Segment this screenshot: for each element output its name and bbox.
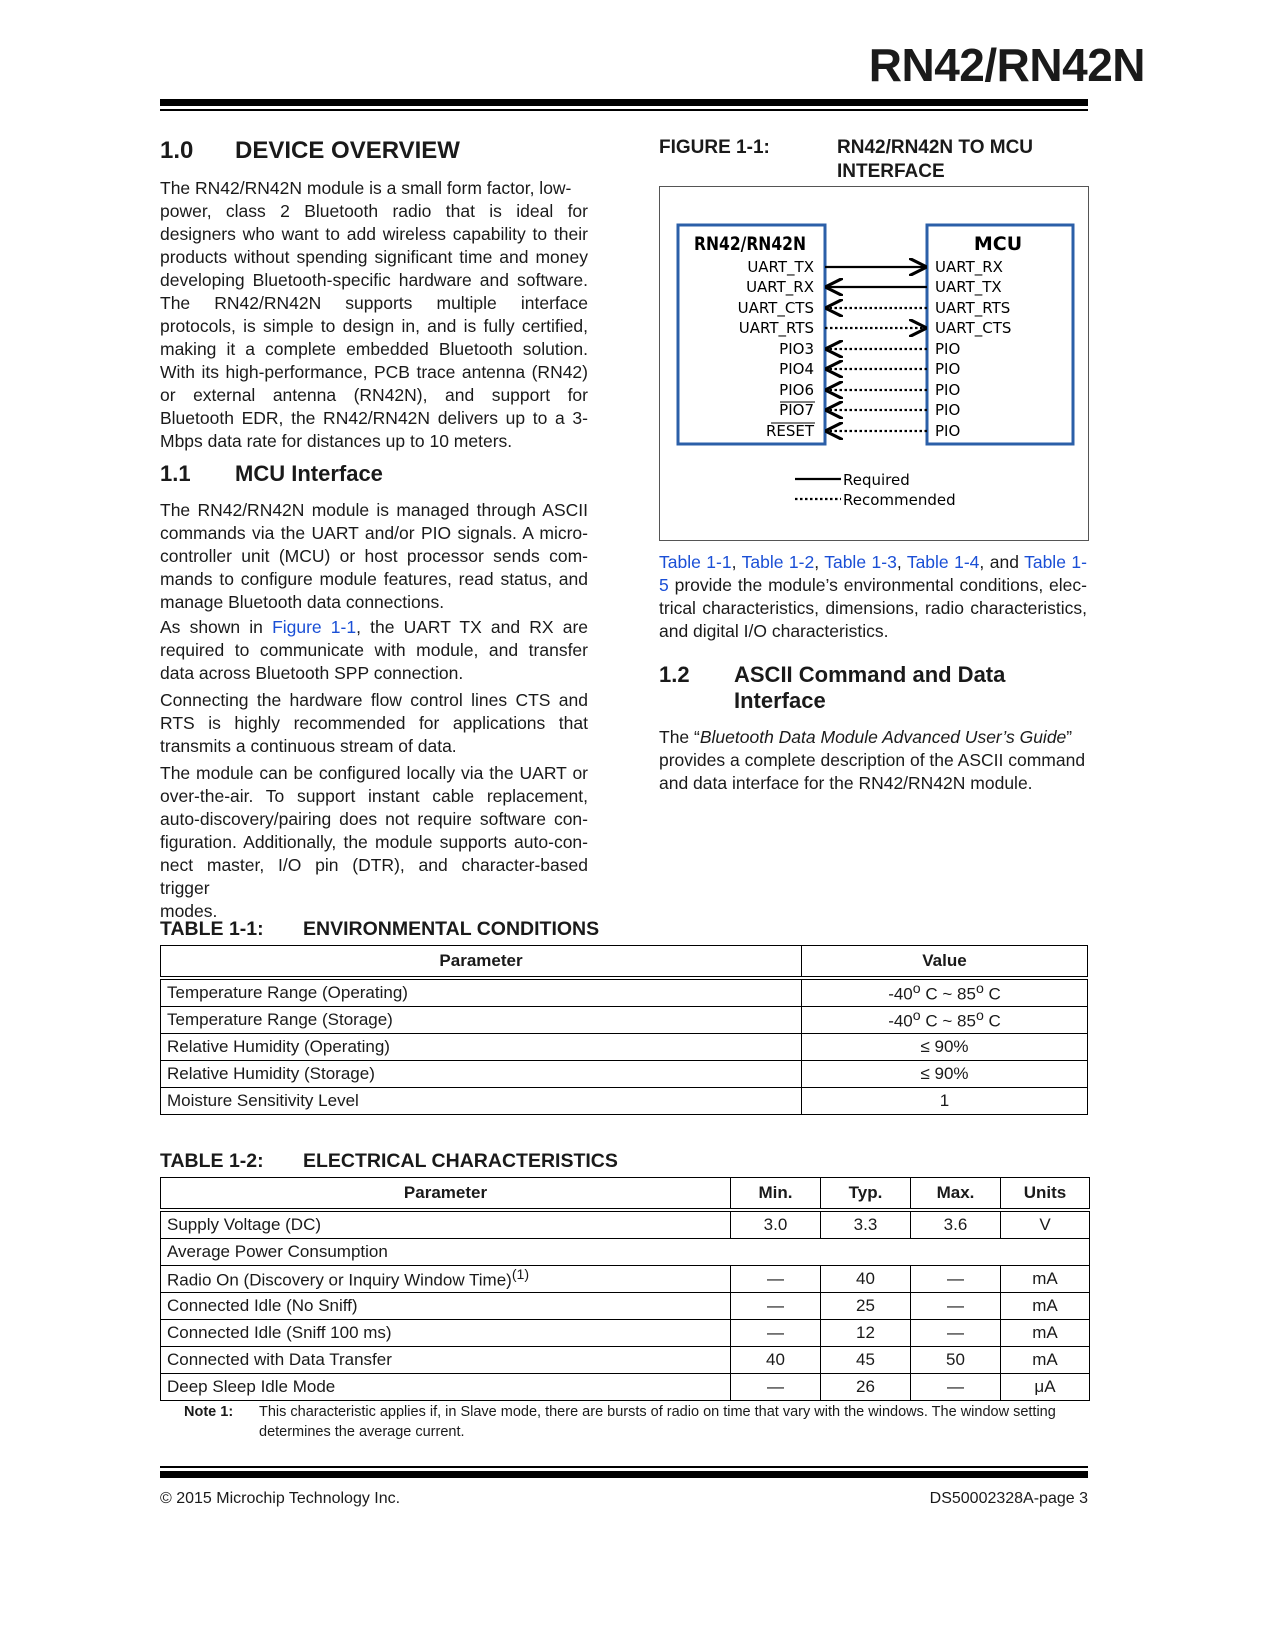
text-line: auto-discovery/pairing does not require software con- <box>160 809 588 829</box>
text-line: and digital I/O characteristics. <box>659 621 889 641</box>
text-line: and data interface for the RN42/RN42N module. <box>659 773 1033 793</box>
pin-label-pio6: PIO6 <box>779 381 814 399</box>
text-span: The “ <box>659 727 700 747</box>
table-row <box>161 1374 1090 1401</box>
section-number: 1.1 <box>160 461 191 486</box>
pin-label-pio7: PIO7 <box>779 401 814 419</box>
cell-typ: 26 <box>821 1374 911 1401</box>
superscript: o <box>975 1008 984 1025</box>
figure-caption <box>659 136 1089 184</box>
text-line: Connecting the hardware flow control lines CTS and <box>160 690 588 710</box>
table-label: TABLE 1-2: <box>160 1150 264 1172</box>
text-line <box>659 574 1087 597</box>
pin-label-mcu-uart-cts: UART_CTS <box>935 319 1012 337</box>
footer-rule <box>160 1471 1088 1478</box>
table-1-3-link[interactable]: Table 1-3 <box>824 552 897 572</box>
cell-value <box>802 1007 1088 1034</box>
pin-label-uart-cts: UART_CTS <box>737 299 814 317</box>
note-line-1 <box>184 1402 1088 1422</box>
table-1-2-caption <box>160 1149 618 1173</box>
text-line: designers who want to add wireless capability to their <box>160 224 588 244</box>
table-row <box>161 1007 1088 1034</box>
cell-max: 3.6 <box>911 1210 1001 1239</box>
cell-parameter: Deep Sleep Idle Mode <box>161 1374 731 1401</box>
mcu-interface-paragraph-4 <box>160 762 588 923</box>
text-line: controller unit (MCU) or host processor sends com- <box>160 546 588 566</box>
footer-copyright: © 2015 Microchip Technology Inc. <box>160 1490 401 1507</box>
table-1-5-link[interactable]: Table 1- <box>1024 552 1087 572</box>
device-overview-paragraph <box>160 177 588 453</box>
cell-value: ≤ 90% <box>802 1061 1088 1088</box>
cell-group-heading: Average Power Consumption <box>161 1239 1090 1266</box>
text-span: , <box>896 552 907 572</box>
header-parameter: Parameter <box>161 1178 731 1211</box>
text-span: -40 <box>888 984 913 1004</box>
section-title-line-2: Interface <box>734 688 826 713</box>
cell-value: ≤ 90% <box>802 1034 1088 1061</box>
section-1-0-heading <box>160 137 460 165</box>
text-line: modes. <box>160 901 218 921</box>
pin-label-uart-rts: UART_RTS <box>738 319 814 337</box>
text-line: Bluetooth EDR, the RN42/RN42N delivers up to a 3- <box>160 408 588 428</box>
cell-parameter: Connected Idle (Sniff 100 ms) <box>161 1320 731 1347</box>
text-line: The RN42/RN42N module is managed through ASCII <box>160 500 588 520</box>
text-line: provides a complete description of the ASCII command <box>659 750 1086 770</box>
cell-parameter: Temperature Range (Storage) <box>161 1007 802 1034</box>
text-line: data across Bluetooth SPP connection. <box>160 663 464 683</box>
text-line: figuration. Additionally, the module supports auto-con- <box>160 832 588 852</box>
pin-label-mcu-uart-rx: UART_RX <box>935 258 1003 276</box>
footer-rule-thin <box>160 1466 1088 1468</box>
table-title: ENVIRONMENTAL CONDITIONS <box>303 918 600 940</box>
cell-typ: 3.3 <box>821 1210 911 1239</box>
guide-title: Bluetooth Data Module Advanced User’s Guide <box>699 727 1067 747</box>
electrical-characteristics-table <box>160 1177 1090 1401</box>
table-row <box>161 1347 1090 1374</box>
cell-min: — <box>731 1293 821 1320</box>
cell-parameter: Temperature Range (Operating) <box>161 978 802 1007</box>
cell-units: mA <box>1001 1320 1090 1347</box>
text-span: C <box>983 1011 1001 1031</box>
cell-parameter: Moisture Sensitivity Level <box>161 1088 802 1115</box>
section-number: 1.2 <box>659 662 690 687</box>
footer-page-number: DS50002328A-page 3 <box>929 1490 1088 1507</box>
table-row <box>161 978 1088 1007</box>
cell-max: — <box>911 1320 1001 1347</box>
table-header-row <box>161 946 1088 979</box>
legend-required-label: Required <box>843 471 910 489</box>
superscript: o <box>975 981 984 998</box>
cell-min: 40 <box>731 1347 821 1374</box>
table-header-row <box>161 1178 1090 1211</box>
header-parameter: Parameter <box>161 946 802 979</box>
section-number: 1.0 <box>160 137 194 164</box>
cell-value: 1 <box>802 1088 1088 1115</box>
text-span: , <box>731 552 742 572</box>
text-line: protocols, is simple to design in, and is fully certified, <box>160 316 588 336</box>
document-title: RN42/RN42N <box>868 39 1145 91</box>
header-typ: Typ. <box>821 1178 911 1211</box>
mcu-interface-paragraph-2 <box>160 616 588 685</box>
cell-units: V <box>1001 1210 1090 1239</box>
table-reference-paragraph <box>659 551 1087 643</box>
note-line-2: determines the average current. <box>259 1424 465 1440</box>
figure-diagram <box>659 186 1089 541</box>
text-line: trical characteristics, dimensions, radio characteristics, <box>659 598 1087 618</box>
pin-label-mcu-pio: PIO <box>935 381 961 399</box>
text-line: commands via the UART and/or PIO signals. A micro- <box>160 523 588 543</box>
text-line: manage Bluetooth data connections. <box>160 592 445 612</box>
text-span: , the UART TX and RX are <box>356 617 589 637</box>
cell-min: — <box>731 1266 821 1293</box>
signal-lines <box>825 267 927 431</box>
header-rule <box>160 99 1088 106</box>
header-min: Min. <box>731 1178 821 1211</box>
pin-label-mcu-pio: PIO <box>935 340 961 358</box>
figure-title-line-1: RN42/RN42N TO MCU <box>837 137 1034 158</box>
cell-max: — <box>911 1293 1001 1320</box>
text-line: products without spending significant time and money <box>160 247 588 267</box>
text-span: This characteristic applies if, in Slave mode, there are bursts of radio on time that vary with the windows. The window setting <box>259 1404 1056 1420</box>
note-label: Note 1: <box>184 1404 234 1420</box>
table-row <box>161 1061 1088 1088</box>
cell-typ: 40 <box>821 1266 911 1293</box>
cell-typ: 45 <box>821 1347 911 1374</box>
pin-label-reset: RESET <box>765 422 814 440</box>
text-span: C <box>983 984 1001 1004</box>
table-row <box>161 1239 1090 1266</box>
text-line: power, class 2 Bluetooth radio that is ideal for <box>160 201 588 221</box>
mcu-box-label: MCU <box>973 233 1023 255</box>
superscript: o <box>912 981 921 998</box>
cell-units: mA <box>1001 1266 1090 1293</box>
pin-label-mcu-pio: PIO <box>935 401 961 419</box>
cell-units: mA <box>1001 1293 1090 1320</box>
rn42-box-label: RN42/RN42N <box>694 233 806 255</box>
cell-parameter: Connected Idle (No Sniff) <box>161 1293 731 1320</box>
text-span: C ~ 85 <box>920 1011 976 1031</box>
text-line: required to communicate with module, and transfer <box>160 640 588 660</box>
text-line: transmits a continuous stream of data. <box>160 736 457 756</box>
ascii-paragraph <box>659 726 1089 795</box>
table-1-2-link[interactable]: Table 1-2 <box>741 552 815 572</box>
text-line: The RN42/RN42N module is a small form factor, low- <box>160 178 572 198</box>
header-value: Value <box>802 946 1088 979</box>
table-row <box>161 1293 1090 1320</box>
cell-parameter: Relative Humidity (Operating) <box>161 1034 802 1061</box>
cell-value <box>802 978 1088 1007</box>
section-1-1-heading <box>160 460 383 488</box>
table-row <box>161 1320 1090 1347</box>
text-span: C ~ 85 <box>920 984 976 1004</box>
figure-label: FIGURE 1-1: <box>659 137 770 158</box>
text-line: Mbps data rate for distances up to 10 meters. <box>160 431 513 451</box>
table-label: TABLE 1-1: <box>160 918 264 940</box>
cell-max: — <box>911 1374 1001 1401</box>
text-line: developing Bluetooth-specific hardware and software. <box>160 270 588 290</box>
text-line: or external antenna (RN42N), and support for <box>160 385 588 405</box>
table-row <box>161 1266 1090 1293</box>
pin-label-pio4: PIO4 <box>779 360 814 378</box>
table-row <box>161 1088 1088 1115</box>
text-span: Radio On (Discovery or Inquiry Window Time) <box>167 1270 512 1290</box>
cell-units: μA <box>1001 1374 1090 1401</box>
cell-parameter <box>161 1266 731 1293</box>
pin-label-uart-tx: UART_TX <box>747 258 814 276</box>
text-line: mands to configure module features, read status, and <box>160 569 588 589</box>
text-line: With its high-performance, PCB trace antenna (RN42) <box>160 362 588 382</box>
heading-line <box>659 661 1005 689</box>
figure-1-1-link[interactable]: Figure 1-1 <box>272 617 357 637</box>
table-note <box>184 1402 1088 1442</box>
section-title: DEVICE OVERVIEW <box>235 137 460 164</box>
right-pin-labels <box>935 258 1011 440</box>
pin-label-mcu-uart-tx: UART_TX <box>935 278 1002 296</box>
cell-min: — <box>731 1320 821 1347</box>
cell-max: 50 <box>911 1347 1001 1374</box>
text-line <box>160 616 588 639</box>
cell-typ: 12 <box>821 1320 911 1347</box>
header-max: Max. <box>911 1178 1001 1211</box>
pin-label-pio3: PIO3 <box>779 340 814 358</box>
text-span: provide the module’s environmental conditions, elec- <box>668 575 1087 595</box>
pin-label-mcu-uart-rts: UART_RTS <box>935 299 1011 317</box>
cell-min: 3.0 <box>731 1210 821 1239</box>
table-1-1-link[interactable]: Table 1-1 <box>659 552 732 572</box>
superscript: o <box>912 1008 921 1025</box>
table-title: ELECTRICAL CHARACTERISTICS <box>303 1150 618 1172</box>
text-span: ” <box>1066 727 1073 747</box>
text-line <box>659 726 1089 749</box>
text-span: -40 <box>888 1011 913 1031</box>
text-span: , <box>814 552 825 572</box>
cell-typ: 25 <box>821 1293 911 1320</box>
text-line: over-the-air. To support instant cable replacement, <box>160 786 588 806</box>
interface-diagram-svg <box>660 187 1088 540</box>
header-units: Units <box>1001 1178 1090 1211</box>
section-1-2-heading <box>659 661 1005 715</box>
text-line: RTS is highly recommended for applications that <box>160 713 588 733</box>
pin-label-mcu-pio: PIO <box>935 422 961 440</box>
table-row <box>161 1210 1090 1239</box>
table-1-1-caption <box>160 917 599 941</box>
section-title-line-1: ASCII Command and Data <box>734 662 1006 687</box>
table-row <box>161 1034 1088 1061</box>
cell-min: — <box>731 1374 821 1401</box>
text-span: , and <box>979 552 1025 572</box>
environmental-conditions-table <box>160 945 1088 1115</box>
text-line: nect master, I/O pin (DTR), and character-based trigger <box>160 855 588 898</box>
text-line: The module can be configured locally via the UART or <box>160 763 588 783</box>
footnote-marker: (1) <box>511 1267 530 1284</box>
cell-parameter: Relative Humidity (Storage) <box>161 1061 802 1088</box>
cell-parameter: Supply Voltage (DC) <box>161 1210 731 1239</box>
section-title: MCU Interface <box>235 461 383 486</box>
cell-parameter: Connected with Data Transfer <box>161 1347 731 1374</box>
header-rule-thin <box>160 109 1088 111</box>
table-1-5-link-cont[interactable]: 5 <box>659 575 669 595</box>
text-line: The RN42/RN42N supports multiple interface <box>160 293 588 313</box>
figure-title-line-2: INTERFACE <box>837 161 945 182</box>
mcu-interface-paragraph-3 <box>160 689 588 758</box>
text-line <box>659 551 1087 574</box>
text-line: making it a complete embedded Bluetooth solution. <box>160 339 588 359</box>
left-pin-labels <box>738 258 815 440</box>
table-1-4-link[interactable]: Table 1-4 <box>906 552 980 572</box>
mcu-interface-paragraph-1 <box>160 499 588 614</box>
pin-label-mcu-pio: PIO <box>935 360 961 378</box>
cell-max: — <box>911 1266 1001 1293</box>
text-span: As shown in <box>160 617 273 637</box>
legend-recommended-label: Recommended <box>843 491 956 509</box>
cell-units: mA <box>1001 1347 1090 1374</box>
pin-label-uart-rx: UART_RX <box>746 278 814 296</box>
